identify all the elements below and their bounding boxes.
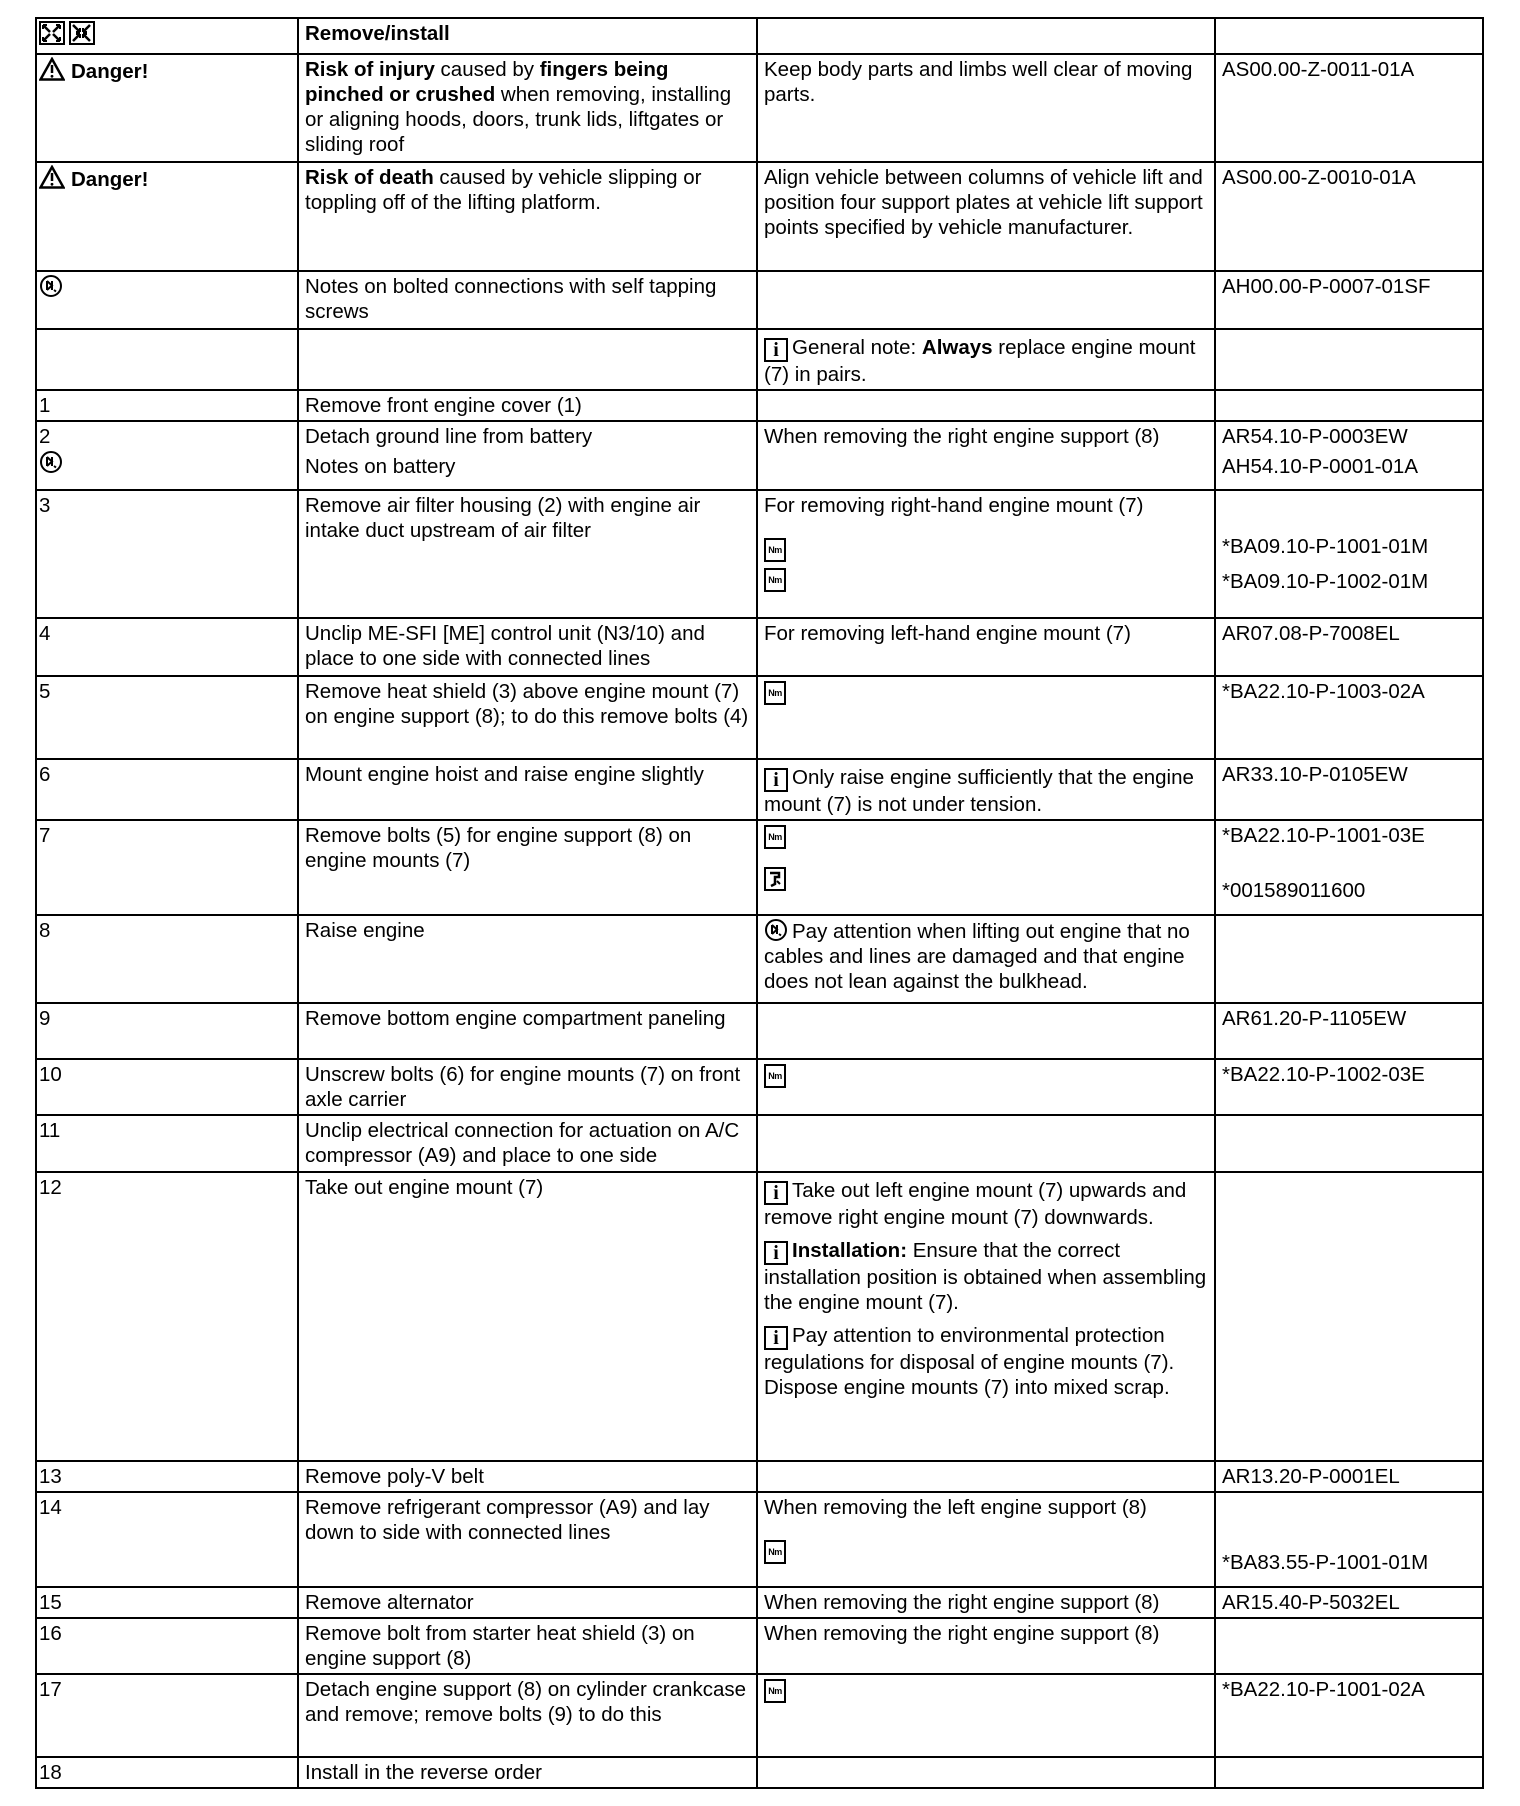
step-action: Detach engine support (8) on cylinder crankcase and remove; remove bolts (9) to do this	[298, 1674, 757, 1757]
step-number: 15	[36, 1587, 298, 1618]
risk-text: Risk of injury caused by fingers being pinched or crushed when removing, installing or aligning hoods, doors, trunk lids, liftgates or sliding roof	[298, 54, 757, 162]
step-note: i Only raise engine sufficiently that the engine mount (7) is not under tension.	[757, 759, 1215, 820]
procedure-table	[35, 17, 1484, 1789]
torque-nm-icon: Nm	[764, 1679, 786, 1703]
torque-nm-icon: Nm	[764, 538, 786, 562]
step-row	[36, 1059, 1483, 1115]
reference-code: AS00.00-Z-0011-01A	[1215, 54, 1483, 162]
step-number: 13	[36, 1461, 298, 1492]
header-row	[36, 18, 1483, 54]
info-icon: i	[764, 338, 788, 362]
reference-code: *BA09.10-P-1002-01M	[1222, 570, 1429, 593]
step-action: Mount engine hoist and raise engine slightly	[298, 759, 757, 820]
step-action: Unclip electrical connection for actuation on A/C compressor (A9) and place to one side	[298, 1115, 757, 1172]
step-note: When removing the right engine support (8)	[757, 1618, 1215, 1674]
reference-code: AR61.20-P-1105EW	[1215, 1003, 1483, 1059]
reference-code: *BA83.55-P-1001-01M	[1222, 1551, 1429, 1574]
step-action: Remove bottom engine compartment paneling	[298, 1003, 757, 1059]
step-row	[36, 1461, 1483, 1492]
reference-code: *BA09.10-P-1001-01M	[1222, 535, 1429, 558]
step-action: Remove alternator	[298, 1587, 757, 1618]
reference-code: AS00.00-Z-0010-01A	[1215, 162, 1483, 271]
torque-nm-icon: Nm	[764, 825, 786, 849]
note-hint-icon	[39, 274, 63, 298]
step-row	[36, 1587, 1483, 1618]
step-row	[36, 1618, 1483, 1674]
reference-code: AR07.08-P-7008EL	[1215, 618, 1483, 676]
step-row	[36, 759, 1483, 820]
step-action: Detach ground line from battery	[305, 425, 593, 448]
step-number: 9	[36, 1003, 298, 1059]
header-icons	[36, 18, 298, 54]
reference-code: AR33.10-P-0105EW	[1215, 759, 1483, 820]
step-number: 5	[36, 676, 298, 759]
note-hint-icon	[39, 450, 63, 474]
step-note: When removing the right engine support (8)	[757, 421, 1215, 490]
reference-code: AH00.00-P-0007-01SF	[1215, 271, 1483, 329]
danger-label: Danger!	[36, 54, 298, 162]
step-number: 8	[36, 915, 298, 1003]
step-row	[36, 1172, 1483, 1461]
reference-code: AR13.20-P-0001EL	[1215, 1461, 1483, 1492]
step-note: When removing the left engine support (8)	[764, 1496, 1147, 1519]
step-note: For removing left-hand engine mount (7)	[757, 618, 1215, 676]
notes-row	[36, 271, 1483, 329]
general-note: i General note: Always replace engine mount (7) in pairs.	[757, 329, 1215, 390]
step-action: Unclip ME-SFI [ME] control unit (N3/10) and place to one side with connected lines	[298, 618, 757, 676]
risk-text: Risk of death caused by vehicle slipping or toppling off of the lifting platform.	[298, 162, 757, 271]
note-hint-icon	[764, 918, 788, 942]
step-row	[36, 676, 1483, 759]
warning-row	[36, 54, 1483, 162]
step-row	[36, 1492, 1483, 1587]
reference-code: *BA22.10-P-1003-02A	[1215, 676, 1483, 759]
reference-code: AR15.40-P-5032EL	[1215, 1587, 1483, 1618]
reference-code: AH54.10-P-0001-01A	[1222, 455, 1419, 478]
step-number: 4	[36, 618, 298, 676]
step-action: Raise engine	[298, 915, 757, 1003]
step-action: Remove heat shield (3) above engine mount (7) on engine support (8); to do this remove bolts (4)	[298, 676, 757, 759]
general-note-row	[36, 329, 1483, 390]
step-action: Take out engine mount (7)	[298, 1172, 757, 1461]
step-row	[36, 820, 1483, 915]
info-icon: i	[764, 1181, 788, 1205]
remove-install-icon	[39, 21, 95, 45]
warning-triangle-icon	[39, 57, 65, 81]
measure-text: Keep body parts and limbs well clear of moving parts.	[757, 54, 1215, 162]
step-action: Remove refrigerant compressor (A9) and lay down to side with connected lines	[298, 1492, 757, 1587]
reference-code: *BA22.10-P-1002-03E	[1215, 1059, 1483, 1115]
reference-code: *BA22.10-P-1001-03E	[1222, 824, 1425, 847]
step-number: 17	[36, 1674, 298, 1757]
step-action: Remove bolts (5) for engine support (8) on engine mounts (7)	[298, 820, 757, 915]
step-number: 11	[36, 1115, 298, 1172]
step-action: Install in the reverse order	[298, 1757, 757, 1788]
info-icon: i	[764, 1241, 788, 1265]
step-row	[36, 1003, 1483, 1059]
step-action-note: Notes on battery	[305, 455, 456, 478]
warning-row	[36, 162, 1483, 271]
step-row	[36, 490, 1483, 618]
step-number: 10	[36, 1059, 298, 1115]
info-icon: i	[764, 1326, 788, 1350]
step-action: Remove front engine cover (1)	[298, 390, 757, 421]
measure-text: Align vehicle between columns of vehicle lift and position four support plates at vehicle lift support points specified by vehicle manufacturer.	[757, 162, 1215, 271]
torque-nm-icon: Nm	[764, 1540, 786, 1564]
step-number: 14	[36, 1492, 298, 1587]
step-number: 12	[36, 1172, 298, 1461]
step-row	[36, 1674, 1483, 1757]
step-number: 2	[39, 425, 51, 448]
step-row	[36, 1757, 1483, 1788]
reference-code: *001589011600	[1222, 879, 1366, 902]
environment-note: i Pay attention to environmental protection regulations for disposal of engine mounts (7). Dispose engine mounts (7) into mixed scrap.	[764, 1324, 1175, 1399]
step-action: Remove bolt from starter heat shield (3) on engine support (8)	[298, 1618, 757, 1674]
step-note: When removing the right engine support (8)	[757, 1587, 1215, 1618]
step-row	[36, 1115, 1483, 1172]
installation-note: i Installation: Ensure that the correct installation position is obtained when assembling the engine mount (7).	[764, 1239, 1207, 1314]
reference-code: *BA22.10-P-1001-02A	[1215, 1674, 1483, 1757]
torque-nm-icon: Nm	[764, 1064, 786, 1088]
step-note: Pay attention when lifting out engine that no cables and lines are damaged and that engine does not lean against the bulkhead.	[757, 915, 1215, 1003]
torque-nm-icon: Nm	[764, 568, 786, 592]
torque-nm-icon: Nm	[764, 681, 786, 705]
notes-text: Notes on bolted connections with self tapping screws	[298, 271, 757, 329]
header-title: Remove/install	[298, 18, 757, 54]
reference-code: AR54.10-P-0003EW	[1222, 425, 1408, 448]
info-icon: i	[764, 768, 788, 792]
step-number: 7	[36, 820, 298, 915]
danger-label: Danger!	[36, 162, 298, 271]
special-tool-icon	[764, 867, 786, 891]
step-number: 1	[36, 390, 298, 421]
step-action: Unscrew bolts (6) for engine mounts (7) on front axle carrier	[298, 1059, 757, 1115]
step-action: Remove air filter housing (2) with engine air intake duct upstream of air filter	[298, 490, 757, 618]
step-row	[36, 421, 1483, 490]
step-number: 16	[36, 1618, 298, 1674]
step-row	[36, 390, 1483, 421]
step-number: 18	[36, 1757, 298, 1788]
step-row	[36, 915, 1483, 1003]
step-note: For removing right-hand engine mount (7)	[764, 494, 1144, 517]
step-number: 6	[36, 759, 298, 820]
step-row	[36, 618, 1483, 676]
step-number: 3	[36, 490, 298, 618]
warning-triangle-icon	[39, 165, 65, 189]
step-note: i Take out left engine mount (7) upwards and remove right engine mount (7) downwards.	[764, 1179, 1187, 1229]
step-action: Remove poly-V belt	[298, 1461, 757, 1492]
